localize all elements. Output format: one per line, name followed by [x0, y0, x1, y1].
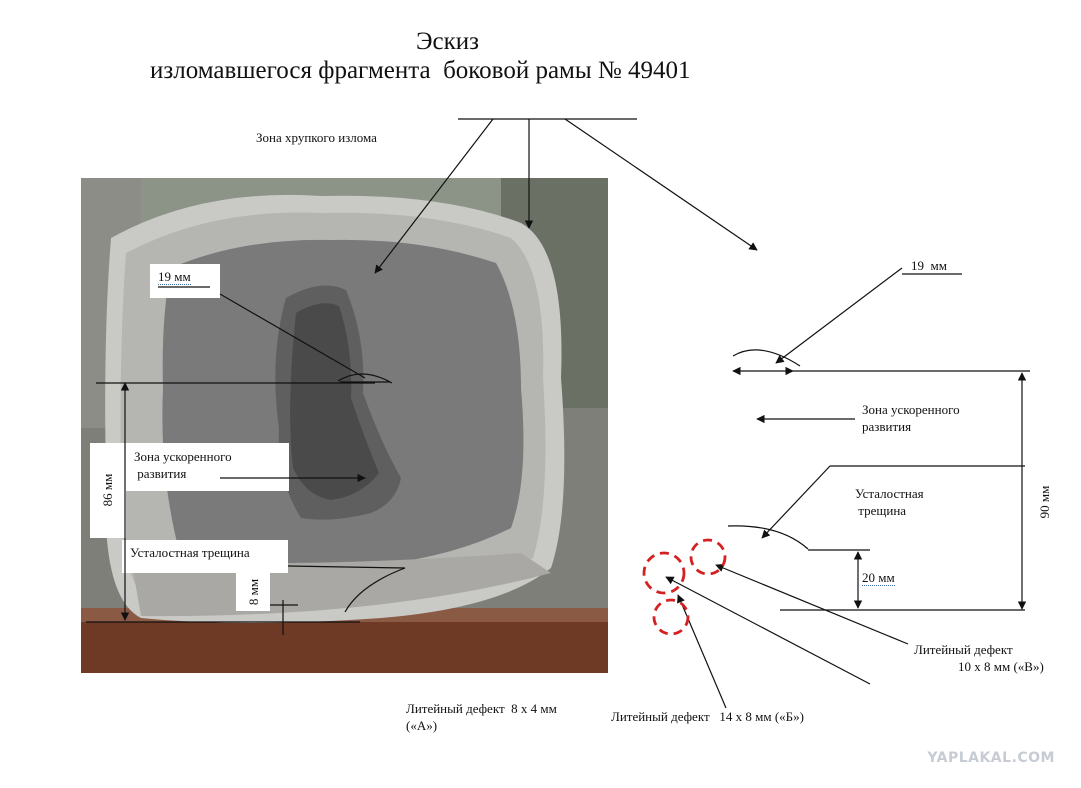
- defect-v-label-2: 10 х 8 мм («В»): [958, 659, 1044, 674]
- sketch-fatigue-label-1: Усталостная: [855, 486, 924, 501]
- sketch-top-arc: [733, 350, 800, 366]
- defect-b-leader: [666, 577, 870, 684]
- sketch-accel-label-1: Зона ускоренного: [862, 402, 960, 417]
- defect-a-circle: [654, 600, 688, 634]
- photo-accel-label-1: Зона ускоренного: [134, 449, 232, 464]
- watermark: YAPLAKAL.COM: [927, 750, 1055, 766]
- photo-fatigue-label: Усталостная трещина: [130, 545, 250, 560]
- title-line-2: изломавшегося фрагмента боковой рамы № 49401: [150, 57, 691, 84]
- sketch-accel-label-2: развития: [862, 419, 912, 434]
- fracture-photo: [81, 178, 608, 673]
- defect-a-leader: [678, 595, 726, 708]
- defect-v-label-1: Литейный дефект: [914, 642, 1013, 657]
- photo-8mm-holder: [232, 578, 276, 606]
- sketch-90mm-holder: [1018, 485, 1072, 519]
- sketch-fatigue-label-2: трещина: [855, 503, 907, 518]
- photo-accel-label-2: развития: [134, 466, 187, 481]
- sketch-20mm-label: 20 мм: [862, 570, 895, 585]
- defect-b-label: Литейный дефект 14 х 8 мм («Б»): [611, 709, 804, 724]
- sketch-fatigue-leader: [762, 466, 830, 538]
- defect-b-circle: [644, 553, 684, 593]
- photo-8mm-label: 8 мм: [246, 578, 261, 606]
- fracture-photo-drawing: [81, 178, 608, 673]
- title-line-1: Эскиз: [415, 28, 479, 55]
- brittle-zone-label: Зона хрупкого излома: [256, 130, 377, 145]
- defect-a-label-1: Литейный дефект 8 х 4 мм: [406, 701, 557, 716]
- sketch-19mm-label: 19 мм: [911, 258, 947, 273]
- photo-86mm-holder: [76, 473, 140, 507]
- photo-86mm-label: 86 мм: [100, 473, 115, 507]
- sketch-90mm-label: 90 мм: [1037, 485, 1052, 519]
- defect-a-label-2: («А»): [406, 718, 438, 733]
- sketch-fatigue-arc: [728, 526, 808, 549]
- sketch-19mm-leader: [776, 268, 902, 363]
- defect-v-circle: [691, 540, 725, 574]
- photo-19mm-label: 19 мм: [158, 269, 191, 284]
